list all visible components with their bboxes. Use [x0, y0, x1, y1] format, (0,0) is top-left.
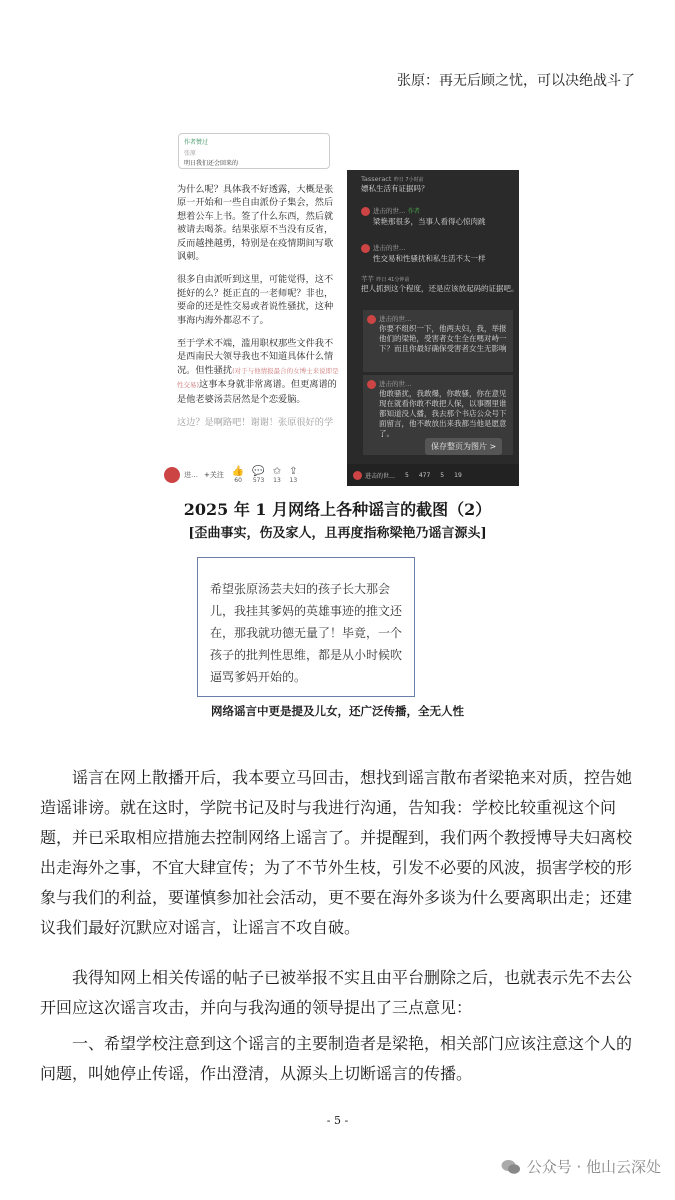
watermark: [501, 1156, 661, 1177]
like-stat[interactable]: [232, 466, 244, 484]
stat-count[interactable]: 19: [454, 471, 462, 479]
stat-count[interactable]: 5: [440, 471, 445, 479]
save-page-as-image-button[interactable]: 保存整页为图片 >: [425, 438, 502, 455]
comment-time: 昨日 41分钟前: [376, 277, 410, 283]
comment-text: 性交易和性骚扰和私生活不太一样: [373, 253, 486, 263]
share-stat[interactable]: [289, 466, 297, 484]
card-user: 张原: [184, 150, 197, 157]
right-action-bar: [347, 464, 519, 486]
comment-item: [347, 274, 519, 294]
reply-user: 进击的世…: [379, 315, 412, 323]
comment-item: [347, 174, 519, 194]
comment-user: Tasseract: [361, 175, 392, 183]
share-count: 13: [289, 477, 298, 484]
watermark-text: 公众号 · 他山云深处: [526, 1158, 661, 1176]
share-icon: ⇪: [289, 466, 298, 477]
like-count: 60: [234, 477, 242, 484]
figure-caption: 2025 年 1 月网络上各种谣言的截图（2）: [183, 500, 492, 519]
bar-username[interactable]: 进击的世…: [365, 472, 396, 480]
reply-item: [363, 310, 513, 372]
post-text: 这事本身就非常离谱。但更离谱的是他老婆汤芸居然是个恋爱脑。: [177, 379, 337, 405]
avatar: [367, 380, 376, 389]
avatar: [361, 207, 370, 216]
body-paragraph: 谣言在网上散播开后，我本要立马回击，想找到谣言散布者梁艳来对质，控告她造谣诽谤。就在这时，学院书记及时与我进行沟通，告知我：学校比较重视这个问题，并已采取相应措施去控制网络上谣言了。并提醒到，我们两个教授博导夫妇离校出走海外之事，不宜大肆宣传；为了不节外生枝，引发不必要的风波，损害学校的形象与我们的利益，要谨慎参加社会活动，更不要在海外多谈为什么要离职出走；还建议我们最好沉默应对谣言，让谣言不攻自破。: [40, 768, 633, 937]
body-paragraph: 我得知网上相关传谣的帖子已被举报不实且由平台删除之后，也就表示先不去公开回应这次谣言攻击，并向与我沟通的领导提出了三点意见：: [40, 968, 633, 1017]
comment-time: 昨日 7小时前: [393, 177, 424, 183]
comment-item: [347, 243, 519, 264]
body-paragraph: 一、希望学校注意到这个谣言的主要制造者是梁艳，相关部门应该注意这个人的问题，叫她停止传谣，作出澄清，从源头上切断谣言的传播。: [40, 1034, 633, 1083]
stat-count[interactable]: 5: [405, 471, 409, 479]
left-screenshot: [162, 125, 345, 487]
comment-stat[interactable]: [252, 466, 264, 484]
quote-box: 希望张原汤芸夫妇的孩子长大那会儿，我挂其爹妈的英雄事迹的推文还在，那我就功德无量了！毕竟，一个孩子的批判性思维，都是从小时候吹逼骂爹妈开始的。: [197, 557, 415, 697]
star-count: 13: [273, 477, 281, 484]
post-paragraph-faded: 这边？是啊路吧！谢谢！张原很好的学: [177, 417, 334, 429]
post-action-bar: [162, 463, 345, 487]
avatar[interactable]: [353, 471, 362, 480]
post-paragraph: 很多自由派听到这里，可能觉得，这不挺好的么？挺正直的一老师呢？非也，要命的还是性交易或者说性骚扰，这种事海内海外都忍不了。: [177, 274, 334, 326]
card-text: 明日我们还会回来的: [184, 160, 239, 167]
follow-button[interactable]: +关注: [204, 471, 224, 479]
comment-text: 嫖私生活有证据吗？: [361, 184, 429, 193]
star-icon: ✩: [272, 466, 282, 477]
stat-count[interactable]: 477: [418, 471, 431, 479]
comment-user: 进击的世…: [373, 207, 406, 215]
quote-caption: 网络谣言中更是提及儿女，还广泛传播，全无人性: [211, 704, 464, 718]
page-number: - 5 -: [326, 1114, 349, 1127]
pinned-comment-card: [178, 133, 330, 169]
author-tag: 作者: [407, 208, 420, 215]
right-screenshot: [347, 170, 519, 486]
wechat-icon: [501, 1159, 521, 1175]
avatar: [361, 244, 370, 253]
bar-username[interactable]: 进…: [184, 471, 198, 479]
author-liked-tag: 作者赞过: [184, 139, 209, 146]
comment-item: [347, 206, 519, 227]
avatar[interactable]: [164, 467, 180, 483]
avatar: [367, 315, 376, 324]
comment-user: 芊芊: [361, 275, 374, 283]
reply-user: 进击的世…: [379, 380, 412, 388]
star-stat[interactable]: [273, 466, 281, 484]
figure-subcaption: [歪曲事实，伤及家人，且再度指称梁艳乃谣言源头]: [188, 526, 487, 541]
post-text: 至于学术不端，滥用职权那些文件我不是西南民大领导我也不知道具体什么情况。但性骚扰: [177, 338, 334, 376]
comment-icon: 💬: [252, 466, 265, 477]
post-paragraph: 为什么呢？具体我不好透露，大概是张原一开始和一些自由派份子集会，然后想着公车上书。签了什么东西，然后就被请去喝茶。结果张原不当没有反省，反而越挫越勇，特别是在疫情期间写歌讽刺。: [177, 184, 334, 263]
post-paragraph: [177, 337, 339, 406]
thumbs-up-icon: 👍: [231, 466, 245, 477]
reply-text: 他敢骚扰，我敢爆，你敢骚，你在意见现在就看你敢不敢把人保，以事圈里谁都知道没人播，我去那个书店公众号下面留言，他不敢放出来我都当他是愿意了。: [379, 388, 507, 438]
post-note: (对于与他情报最合的女博士来说即是性交易): [177, 366, 339, 390]
reply-text: 你要不组织一下，他两夫妇，我，举报他们的梁艳，受害者女生全在嗎对峙一下？而且你最好确保受害者女生无影响: [379, 323, 507, 353]
comment-text: 梁艳那很多，当事人看得心惊肉跳: [373, 216, 486, 226]
post-body: [177, 183, 339, 440]
comment-user: 进击的世…: [373, 244, 406, 252]
comment-text: 把人抓到这个程度，还是应该放起码的证据吧。: [361, 284, 519, 293]
page-header: 张原：再无后顾之忧，可以决绝战斗了: [397, 73, 635, 89]
comment-count: 573: [252, 477, 265, 484]
